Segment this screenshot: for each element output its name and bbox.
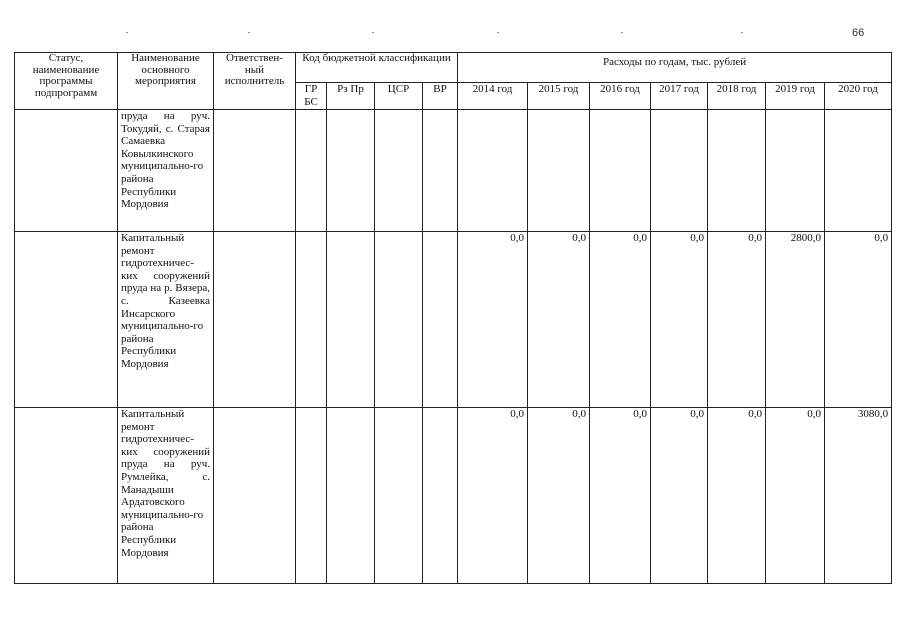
header-status: Статус, наименование программы подпрограмм — [15, 53, 118, 110]
row-value-2019 — [766, 110, 825, 232]
scan-speck — [497, 32, 499, 33]
row-value-2016 — [590, 110, 651, 232]
table-row — [15, 408, 892, 584]
header-measure: Наименование основного мероприятия — [118, 53, 214, 110]
row-code-csr — [375, 232, 423, 408]
page-number: 66 — [852, 27, 865, 39]
header-year-2015: 2015 год — [528, 83, 590, 110]
header-code-vr: ВР — [423, 83, 458, 110]
scan-speck — [741, 32, 743, 33]
header-year-2017: 2017 год — [651, 83, 708, 110]
row-value-2016: 0,0 — [590, 408, 651, 584]
row-value-2020: 0,0 — [825, 232, 892, 408]
row-code-vr — [423, 232, 458, 408]
row-code-vr — [423, 110, 458, 232]
row-value-2018: 0,0 — [708, 408, 766, 584]
row-code-csr — [375, 408, 423, 584]
row-value-2014 — [458, 110, 528, 232]
row-value-2015 — [528, 110, 590, 232]
row-status — [15, 110, 118, 232]
row-code-grbs — [296, 232, 327, 408]
scan-speck — [621, 32, 623, 33]
row-value-2016: 0,0 — [590, 232, 651, 408]
header-year-2020: 2020 год — [825, 83, 892, 110]
table-row — [15, 110, 892, 232]
header-budget-code: Код бюджетной классификации — [296, 53, 458, 83]
row-executor — [214, 232, 296, 408]
header-executor: Ответствен-ный исполнитель — [214, 53, 296, 110]
row-code-grbs — [296, 408, 327, 584]
row-value-2020 — [825, 110, 892, 232]
row-measure: Капитальный ремонт гидротехничес-ких сооружений пруда на р. Вязера, с. Казеевка Инсарского муниципально-го района Республики Мордовия — [118, 232, 214, 408]
row-value-2017: 0,0 — [651, 232, 708, 408]
row-code-csr — [375, 110, 423, 232]
scan-speck — [248, 32, 250, 33]
header-expenses: Расходы по годам, тыс. рублей — [458, 53, 892, 83]
row-executor — [214, 408, 296, 584]
row-code-grbs — [296, 110, 327, 232]
row-code-rzpr — [327, 232, 375, 408]
row-measure: Капитальный ремонт гидротехничес-ких сооружений пруда на руч. Румлейка, с. Манадыши Ардатовского муниципально-го района Республики Мордовия — [118, 408, 214, 584]
row-status — [15, 232, 118, 408]
row-executor — [214, 110, 296, 232]
scan-speck — [126, 32, 128, 33]
table-row — [15, 232, 892, 408]
row-status — [15, 408, 118, 584]
row-value-2019: 2800,0 — [766, 232, 825, 408]
header-year-2018: 2018 год — [708, 83, 766, 110]
row-code-rzpr — [327, 110, 375, 232]
row-value-2015: 0,0 — [528, 408, 590, 584]
header-year-2019: 2019 год — [766, 83, 825, 110]
row-value-2015: 0,0 — [528, 232, 590, 408]
row-code-rzpr — [327, 408, 375, 584]
row-measure: пруда на руч. Токудяй, с. Старая Самаевка Ковылкинского муниципально-го района Республики Мордовия — [118, 110, 214, 232]
row-value-2017: 0,0 — [651, 408, 708, 584]
row-code-vr — [423, 408, 458, 584]
row-value-2018 — [708, 110, 766, 232]
row-value-2018: 0,0 — [708, 232, 766, 408]
header-code-rzpr: Рз Пр — [327, 83, 375, 110]
row-value-2014: 0,0 — [458, 408, 528, 584]
row-value-2020: 3080,0 — [825, 408, 892, 584]
header-year-2016: 2016 год — [590, 83, 651, 110]
header-code-grbs: ГР БС — [296, 83, 327, 110]
header-code-csr: ЦСР — [375, 83, 423, 110]
row-value-2017 — [651, 110, 708, 232]
row-value-2014: 0,0 — [458, 232, 528, 408]
budget-table — [14, 52, 892, 584]
row-value-2019: 0,0 — [766, 408, 825, 584]
header-year-2014: 2014 год — [458, 83, 528, 110]
scan-speck — [372, 32, 374, 33]
